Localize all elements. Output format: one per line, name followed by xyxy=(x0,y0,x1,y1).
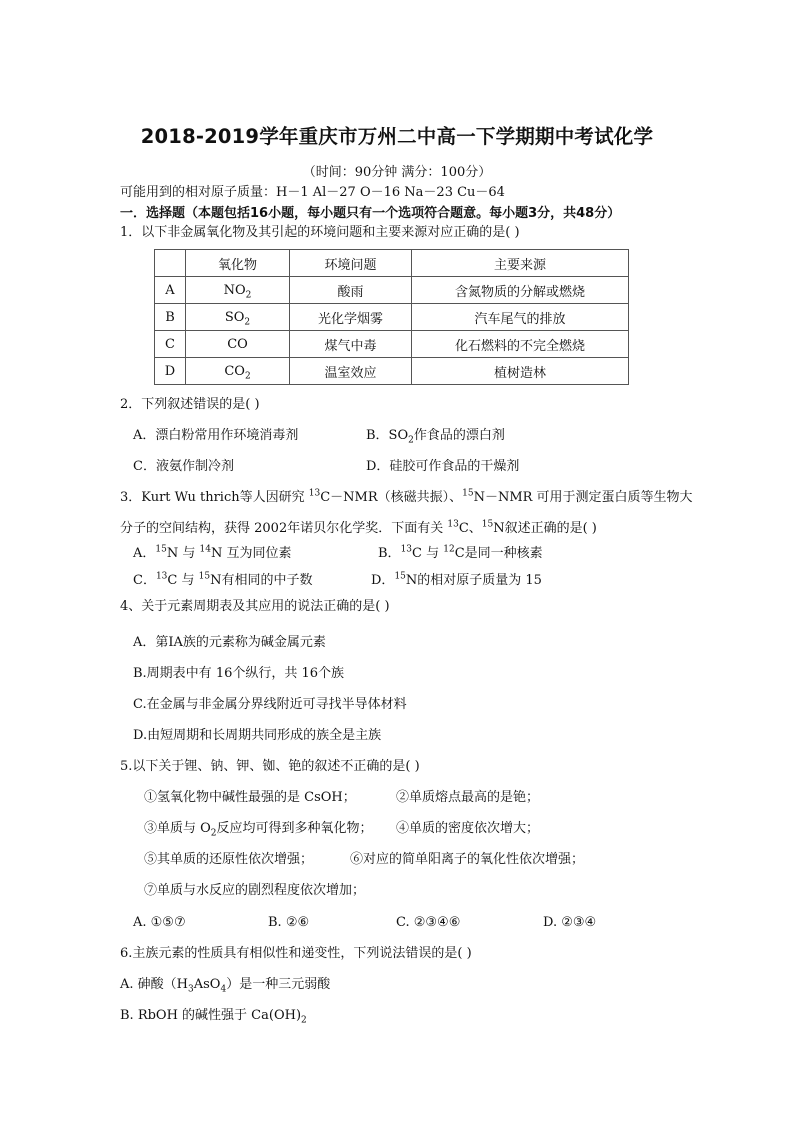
question-1-stem: 1．以下非金属氧化物及其引起的环境问题和主要来源对应正确的是( ) xyxy=(120,225,520,240)
oxide-cell: $CO_2$ xyxy=(186,358,290,385)
table-header-cell: 主要来源 xyxy=(412,250,629,277)
source-cell: 化石燃料的不完全燃烧 xyxy=(412,331,629,358)
exam-subtitle: （时间：90分钟 满分：100分） xyxy=(302,165,492,180)
row-label: B xyxy=(155,304,186,331)
table-row xyxy=(155,358,629,385)
atomic-masses: 可能用到的相对原子质量：H－1 Al－27 O－16 Na－23 Cu－64 xyxy=(120,185,505,200)
table-header-cell xyxy=(155,250,186,277)
statement-2: ②单质熔点最高的是铯； xyxy=(396,790,540,805)
question-6-stem: 6.主族元素的性质具有相似性和递变性，下列说法错误的是( ) xyxy=(120,946,472,961)
option-b: B. ②⑥ xyxy=(268,915,310,930)
option-a: A．第ⅠA族的元素称为碱金属元素 xyxy=(133,635,326,650)
table-row xyxy=(155,277,629,304)
problem-cell: 光化学烟雾 xyxy=(290,304,412,331)
statement-4: ④单质的密度依次增大； xyxy=(396,821,540,836)
option-c: C. ②③④⑥ xyxy=(396,915,461,930)
option-b: B. RbOH 的碱性强于 $Ca(OH)_2$ xyxy=(120,1008,307,1026)
table-header-row xyxy=(155,250,629,277)
oxide-cell: CO xyxy=(186,331,290,358)
table-row xyxy=(155,304,629,331)
option-a: A. 砷酸$(H_3AsO_4)$是一种三元弱酸 xyxy=(120,977,331,995)
row-label: D xyxy=(155,358,186,385)
source-cell: 植树造林 xyxy=(412,358,629,385)
option-d: D．硅胶可作食品的干燥剂 xyxy=(366,459,520,474)
problem-cell: 煤气中毒 xyxy=(290,331,412,358)
problem-cell: 酸雨 xyxy=(290,277,412,304)
statement-1: ①氢氧化物中碱性最强的是 CsOH； xyxy=(144,790,356,805)
option-a: A．漂白粉常用作环境消毒剂 xyxy=(133,428,299,443)
question-3-line-1: 3．Kurt Wu thrich等人因研究 $^{13}$C－NMR（核磁共振）、$^{15}$N－NMR 可用于测定蛋白质等生物大 xyxy=(120,488,693,505)
option-c: C.在金属与非金属分界线附近可寻找半导体材料 xyxy=(133,697,407,712)
option-b: B．$SO_2$作食品的漂白剂 xyxy=(366,428,505,446)
table-row xyxy=(155,331,629,358)
exam-title: 2018-2019学年重庆市万州二中高一下学期期中考试化学 xyxy=(140,125,654,148)
option-b: B．$^{13}$C 与 $^{12}$C是同一种核素 xyxy=(378,544,543,561)
statement-5: ⑤其单质的还原性依次增强； xyxy=(144,852,314,867)
section-heading: 一．选择题（本题包括16小题，每小题只有一个选项符合题意。每小题3分，共48分） xyxy=(120,206,621,221)
question-4-stem: 4、关于元素周期表及其应用的说法正确的是( ) xyxy=(120,599,390,614)
table-header-cell: 环境问题 xyxy=(290,250,412,277)
source-cell: 含氮物质的分解或燃烧 xyxy=(412,277,629,304)
option-a: A．$^{15}$N 与 $^{14}$N 互为同位素 xyxy=(133,544,292,561)
row-label: A xyxy=(155,277,186,304)
row-label: C xyxy=(155,331,186,358)
question-2-stem: 2．下列叙述错误的是( ) xyxy=(120,397,260,412)
option-d: D．$^{15}$N的相对原子质量为 15 xyxy=(371,571,542,588)
option-c: C．$^{13}$C 与 $^{15}$N有相同的中子数 xyxy=(133,571,313,588)
statement-3: ③单质与 $O_2$反应均可得到多种氧化物； xyxy=(144,821,373,839)
option-b: B.周期表中有 16个纵行，共 16个族 xyxy=(133,666,345,681)
source-cell: 汽车尾气的排放 xyxy=(412,304,629,331)
statement-7: ⑦单质与水反应的剧烈程度依次增加； xyxy=(144,883,366,898)
option-d: D.由短周期和长周期共同形成的族全是主族 xyxy=(133,728,382,743)
table-header-cell: 氧化物 xyxy=(186,250,290,277)
option-c: C．液氨作制冷剂 xyxy=(133,459,234,474)
oxide-table xyxy=(154,249,629,385)
option-a: A. ①⑤⑦ xyxy=(133,915,186,930)
question-5-stem: 5.以下关于锂、钠、钾、铷、铯的叙述不正确的是( ) xyxy=(120,759,420,774)
oxide-cell: $SO_2$ xyxy=(186,304,290,331)
question-3-line-2: 分子的空间结构，获得 2002年诺贝尔化学奖．下面有关 $^{13}$C、$^{15}$N叙述正确的是( ) xyxy=(120,519,597,536)
option-d: D. ②③④ xyxy=(543,915,597,930)
oxide-cell: $NO_2$ xyxy=(186,277,290,304)
problem-cell: 温室效应 xyxy=(290,358,412,385)
statement-6: ⑥对应的简单阳离子的氧化性依次增强； xyxy=(350,852,585,867)
